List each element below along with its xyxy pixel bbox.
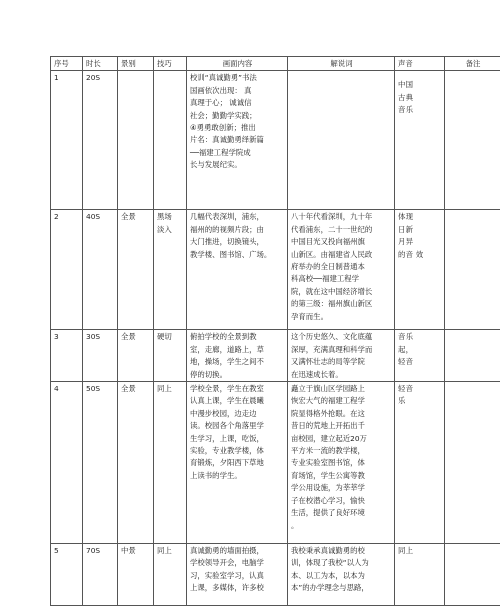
sound-line: 中国 xyxy=(398,79,442,91)
cell-duration: 70S xyxy=(83,544,118,606)
visual-line: 读。校园各个角落里学 xyxy=(190,420,285,432)
narration-line: 学公用设施，为莘莘学 xyxy=(291,482,392,494)
visual-line: 片名：真诚勤勇绎新篇 xyxy=(190,134,285,146)
visual-line: 大门推进，切换镜头， xyxy=(190,236,285,248)
narration-line: 山新区。由福建省人民政 xyxy=(291,249,392,261)
cell-sound xyxy=(395,210,445,330)
narration-line: 这个历史悠久、文化底蕴 xyxy=(291,331,392,343)
visual-line: 长与发展纪实。 xyxy=(190,159,285,171)
visual-line: 国画依次出现： 真 xyxy=(190,85,285,97)
cell-narration xyxy=(288,330,395,382)
cell-scene: 全景 xyxy=(118,330,154,382)
cell-technique: 硬切 xyxy=(154,330,187,382)
cell-scene xyxy=(118,71,154,210)
cell-duration: 30S xyxy=(83,330,118,382)
narration-line: 在迅速成长着。 xyxy=(291,369,392,381)
cell-narration xyxy=(288,544,395,606)
cell-sound xyxy=(395,544,445,606)
cell-sound xyxy=(395,330,445,382)
cell-scene: 全景 xyxy=(118,210,154,330)
narration-line: 孕育而生。 xyxy=(291,311,392,323)
narration-line: 又满怀壮志的局等学院 xyxy=(291,356,392,368)
table-row xyxy=(51,544,500,606)
narration-line: 专业实验室图书馆，体 xyxy=(291,457,392,469)
cell-technique: 同上 xyxy=(154,382,187,544)
cell-seq: 5 xyxy=(51,544,83,606)
cell-seq: 1 xyxy=(51,71,83,210)
cell-narration xyxy=(288,210,395,330)
sound-line: 乐 xyxy=(398,395,442,407)
cell-sound xyxy=(395,382,445,544)
cell-narration xyxy=(288,71,395,210)
visual-line: ④勇勇敢创新；推出 xyxy=(190,122,285,134)
narration-line: 本、以工为本，以本为 xyxy=(291,570,392,582)
sound-line: 同上 xyxy=(398,545,442,557)
cell-visual xyxy=(187,544,288,606)
visual-line: 实验，专业教学楼，体 xyxy=(190,445,285,457)
cell-visual xyxy=(187,382,288,544)
narration-line: 代看浦东，二十一世纪的 xyxy=(291,224,392,236)
cell-duration: 20S xyxy=(83,71,118,210)
header-sound: 声音 xyxy=(395,57,445,71)
visual-line: 教学楼、图书馆、广场。 xyxy=(190,249,285,261)
visual-line: 地，操场，学生之间不 xyxy=(190,356,285,368)
table-row xyxy=(51,210,500,330)
narration-line: 平方米一流的教学楼， xyxy=(291,445,392,457)
sound-line: 轻音 xyxy=(398,383,442,395)
header-scene: 景别 xyxy=(118,57,154,71)
visual-line: ──福建工程学院成 xyxy=(190,147,285,159)
visual-line: 福州的的视频片段；由 xyxy=(190,224,285,236)
narration-line: 深厚，充满真理和科学而 xyxy=(291,344,392,356)
sound-line: 轻音 xyxy=(398,356,442,368)
narration-line: 院显得格外抢眼。在这 xyxy=(291,408,392,420)
header-seq: 序号 xyxy=(51,57,83,71)
cell-seq: 4 xyxy=(51,382,83,544)
cell-visual xyxy=(187,71,288,210)
narration-line: 亩校园，建立起近20万 xyxy=(291,433,392,445)
cell-sound xyxy=(395,71,445,210)
narration-line: 矗立于旗山区学园路上 xyxy=(291,383,392,395)
header-narration: 解说词 xyxy=(288,57,395,71)
visual-line: 上课，多媒体，许多校 xyxy=(190,582,285,594)
cell-seq: 3 xyxy=(51,330,83,382)
visual-line: 学校全景，学生在教室 xyxy=(190,383,285,395)
cell-note xyxy=(445,71,500,210)
visual-line: 认真上课，学生在晨曦 xyxy=(190,395,285,407)
cell-scene: 全景 xyxy=(118,382,154,544)
narration-line: 府举办的全日制普通本 xyxy=(291,261,392,273)
narration-line: 子在校潜心学习，愉快 xyxy=(291,495,392,507)
header-visual: 画面内容 xyxy=(187,57,288,71)
cell-narration xyxy=(288,382,395,544)
cell-seq: 2 xyxy=(51,210,83,330)
shooting-script-table xyxy=(50,56,500,606)
cell-duration: 40S xyxy=(83,210,118,330)
header-note: 备注 xyxy=(445,57,500,71)
narration-line: 育场馆，学生公寓等教 xyxy=(291,470,392,482)
narration-line: 恢宏大气的福建工程学 xyxy=(291,395,392,407)
visual-line: 育锻炼，夕阳西下草地 xyxy=(190,457,285,469)
cell-technique: 同上 xyxy=(154,544,187,606)
narration-line: 我校秉承真诚勤勇的校 xyxy=(291,545,392,557)
cell-visual xyxy=(187,210,288,330)
visual-line: 上读书的学生。 xyxy=(190,470,285,482)
narration-line: 。 xyxy=(291,520,392,532)
narration-line: 本”的办学理念与思路， xyxy=(291,582,392,594)
sound-line: 的音 效 xyxy=(398,249,442,261)
technique-line: 黑场 xyxy=(157,211,184,223)
sound-line: 月异 xyxy=(398,236,442,248)
visual-line: 真理于心； 诚诚信 xyxy=(190,97,285,109)
visual-line: 学校领导开会，电脑学 xyxy=(190,557,285,569)
narration-line: 的第三级：福州旗山新区 xyxy=(291,298,392,310)
cell-note xyxy=(445,382,500,544)
narration-line: 中国目光又投向福州旗 xyxy=(291,236,392,248)
visual-line: 停的切换。 xyxy=(190,369,285,381)
narration-line: 科高校──福建工程学 xyxy=(291,273,392,285)
cell-note xyxy=(445,544,500,606)
visual-line: 习，实验室学习，认真 xyxy=(190,570,285,582)
narration-line: 院，就在这中国经济增长 xyxy=(291,286,392,298)
cell-technique xyxy=(154,210,187,330)
narration-line: 八十年代看深圳，九十年 xyxy=(291,211,392,223)
table-row xyxy=(51,330,500,382)
visual-line: 生学习，上课，吃饭， xyxy=(190,433,285,445)
cell-scene: 中景 xyxy=(118,544,154,606)
visual-line: 社会；勤勤学实践； xyxy=(190,110,285,122)
sound-line: 起， xyxy=(398,344,442,356)
visual-line: 俯拍学校的全景到教 xyxy=(190,331,285,343)
header-duration: 时长 xyxy=(83,57,118,71)
sound-line: 音乐 xyxy=(398,104,442,116)
sound-line: 体现 xyxy=(398,211,442,223)
narration-line: 生活，提供了良好环境 xyxy=(291,507,392,519)
sound-line: 古典 xyxy=(398,92,442,104)
header-technique: 技巧 xyxy=(154,57,187,71)
table-header-row xyxy=(51,57,500,71)
visual-line: 室，走廊，道路上，草 xyxy=(190,344,285,356)
visual-line: 几幅代表深圳，浦东， xyxy=(190,211,285,223)
narration-line: 训，体现了我校“以人为 xyxy=(291,557,392,569)
technique-line: 淡入 xyxy=(157,224,184,236)
visual-line: 中漫步校园，边走边 xyxy=(190,408,285,420)
cell-visual xyxy=(187,330,288,382)
narration-line: 昔日的荒地上开拓出千 xyxy=(291,420,392,432)
cell-note xyxy=(445,330,500,382)
sound-line: 音乐 xyxy=(398,331,442,343)
table-row xyxy=(51,71,500,210)
cell-duration: 50S xyxy=(83,382,118,544)
visual-line: 真诚勤勇的墙面拍摄， xyxy=(190,545,285,557)
table-row xyxy=(51,382,500,544)
cell-technique xyxy=(154,71,187,210)
sound-line: 日新 xyxy=(398,224,442,236)
cell-note xyxy=(445,210,500,330)
visual-line: 校训“真诚勤勇”书法 xyxy=(190,72,285,84)
